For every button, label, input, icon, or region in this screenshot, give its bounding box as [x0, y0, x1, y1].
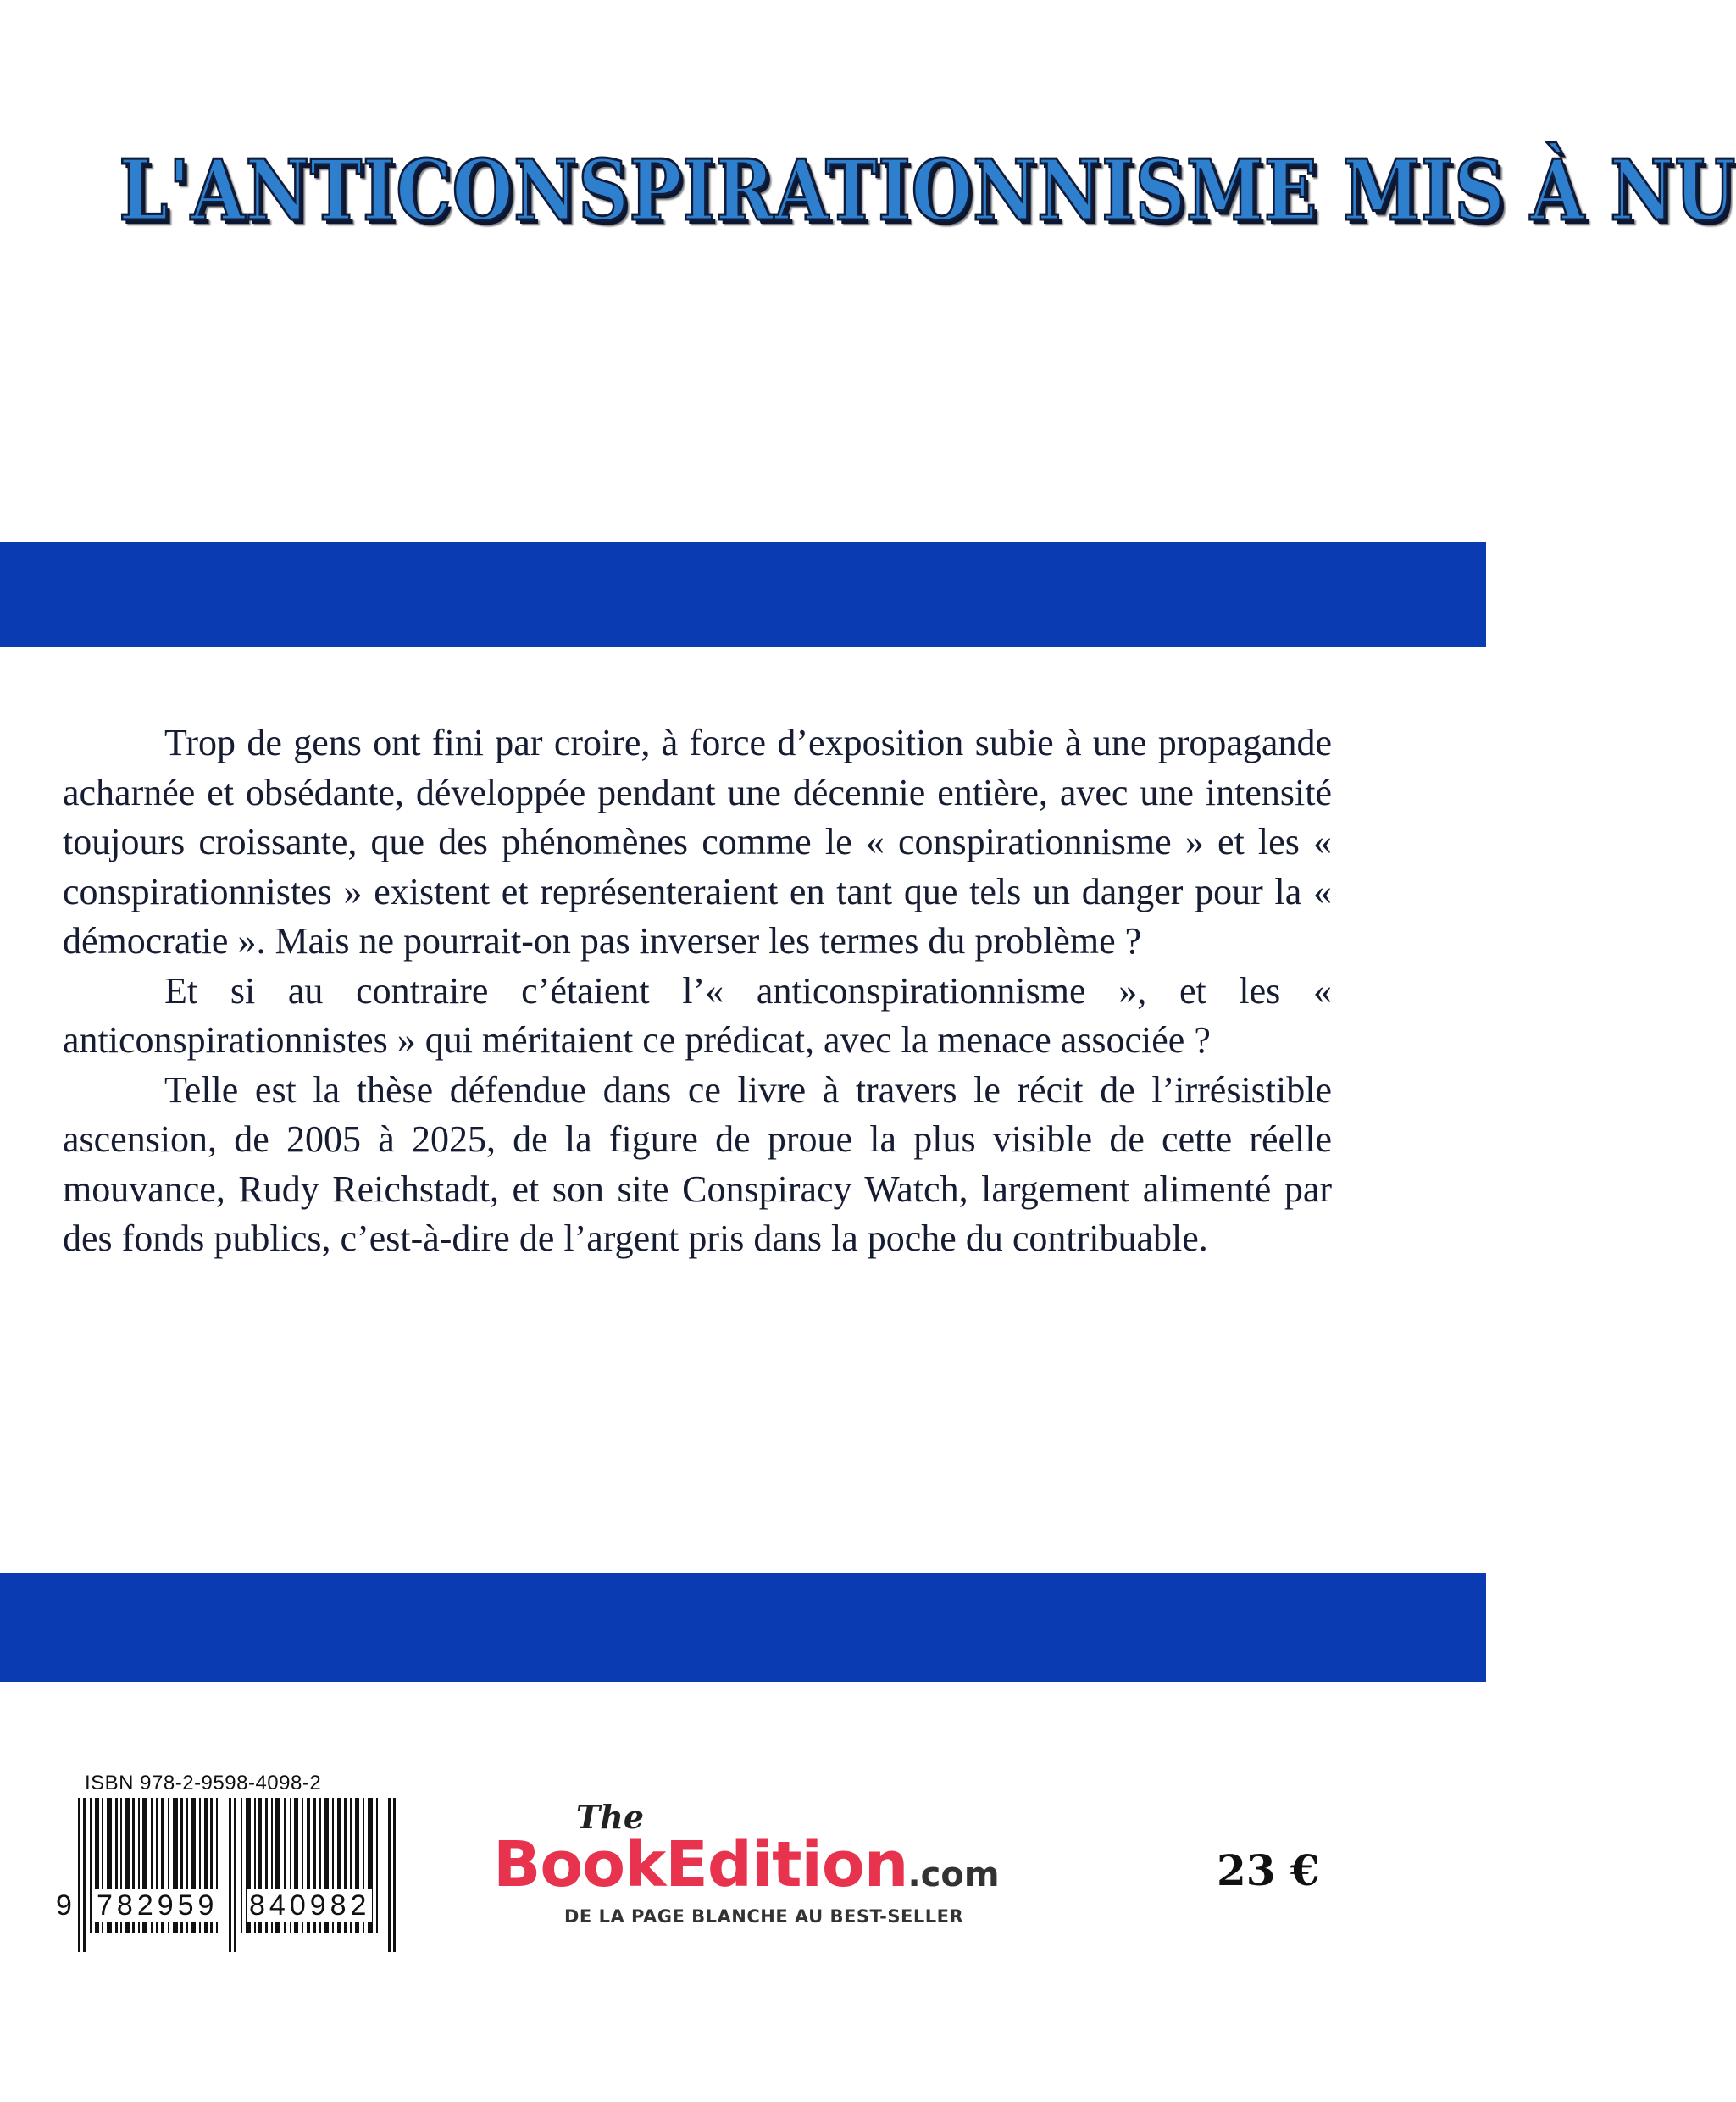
blurb-paragraph-2: Et si au contraire c’étaient l’« anticonspirationnisme », et les « anticonspirationnistes » qui méritaient ce prédicat, avec la menace associée ? — [63, 969, 1332, 1061]
price: 23 € — [1217, 1845, 1320, 1895]
blurb-paragraph-1: Trop de gens ont fini par croire, à force d’exposition subie à une propagande acharnée et obsédante, développée pendant une décennie entière, avec une intensité toujours croissante, que des phénomènes comme le « conspirationnisme » et les « conspirationnistes » existent et représenteraient en tant que tels un danger pour la « démocratie ». Mais ne pourrait-on pas inverser les termes du problème ? — [63, 722, 1332, 962]
publisher-logo — [493, 1798, 1086, 1933]
logo-tagline: DE LA PAGE BLANCHE AU BEST-SELLER — [564, 1906, 964, 1927]
isbn-label: ISBN 978-2-9598-4098-2 — [85, 1772, 322, 1794]
logo-domain: .com — [907, 1855, 1000, 1894]
barcode-icon — [78, 1798, 398, 1952]
top-blue-band — [0, 542, 1486, 647]
back-cover-blurb — [63, 718, 1332, 1264]
book-title: L'ANTICONSPIRATIONNISME MIS À NU — [119, 142, 1736, 240]
barcode-digits-left: 782959 — [97, 1889, 219, 1922]
bottom-blue-band — [0, 1573, 1486, 1682]
logo-the: The — [576, 1798, 645, 1836]
barcode-digit-first: 9 — [56, 1889, 72, 1922]
blurb-paragraph-3: Telle est la thèse défendue dans ce livre à travers le récit de l’irrésistible ascension, de 2005 à 2025, de la figure de proue la plus visible de cette réelle mouvance, Rudy Reichstadt, et son site Conspiracy Watch, largement alimenté par des fonds publics, c’est-à-dire de l’argent pris dans la poche du contribuable. — [63, 1068, 1332, 1259]
logo-name: BookEdition — [493, 1828, 908, 1901]
barcode-digits-right: 840982 — [249, 1889, 371, 1922]
logo-wordmark — [493, 1828, 1000, 1901]
